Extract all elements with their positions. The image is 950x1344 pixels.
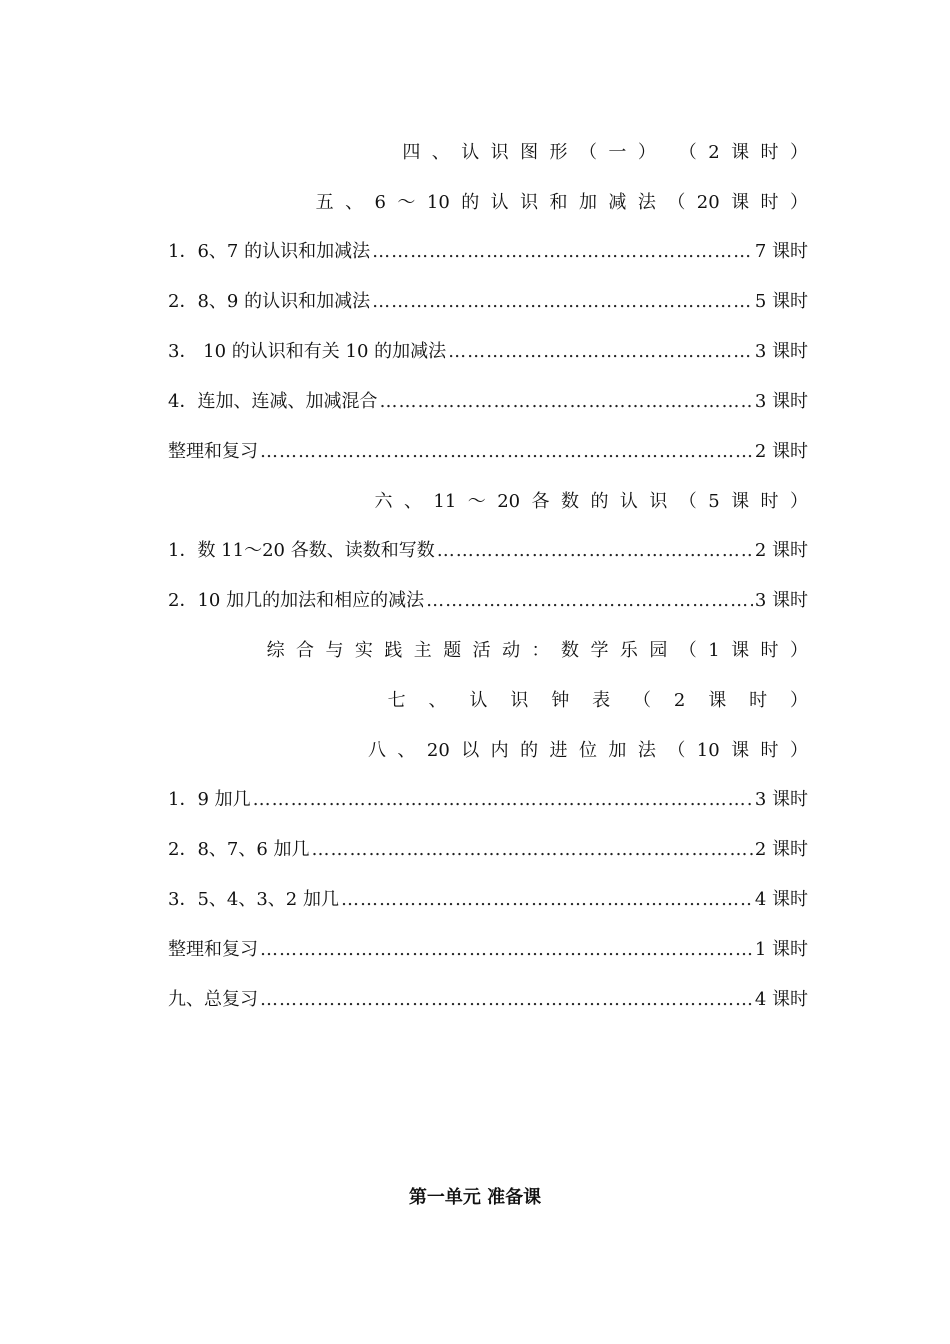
entry-label: 2．8、7、6 加几 (168, 839, 310, 860)
entry-hours: 7 课时 (754, 241, 808, 262)
toc-entry (168, 586, 808, 616)
heading-text: 五 、 6 ～ 10 的 认 识 和 加 减 法 （ 20 课 时 ） (315, 192, 808, 213)
entry-hours: 2 课时 (754, 441, 808, 462)
entry-label: 1．9 加几 (168, 789, 251, 810)
practice-activity-heading (168, 636, 808, 666)
toc-entry (168, 885, 808, 915)
toc-entry (168, 935, 808, 965)
entry-label: 整理和复习 (168, 441, 258, 462)
entry-label: 2．10 加几的加法和相应的减法 (168, 590, 425, 611)
dot-leader (372, 237, 753, 267)
dot-leader (312, 835, 753, 865)
heading-text: 七 、 认 识 钟 表 （ 2 课 时 ） (387, 690, 808, 711)
entry-hours: 4 课时 (754, 989, 808, 1010)
toc-entry (168, 237, 808, 267)
unit-heading-4 (168, 138, 808, 168)
heading-text: 六 、 11 ～ 20 各 数 的 认 识 （ 5 课 时 ） (374, 491, 808, 512)
dot-leader (341, 885, 753, 915)
toc-entry (168, 387, 808, 417)
unit-heading-8 (168, 736, 808, 766)
entry-hours: 3 课时 (754, 341, 808, 362)
dot-leader (372, 287, 753, 317)
toc-entry (168, 985, 808, 1015)
toc-entry (168, 536, 808, 566)
dot-leader (448, 337, 753, 367)
toc-entry (168, 785, 808, 815)
toc-entry (168, 835, 808, 865)
toc-entry (168, 337, 808, 367)
dot-leader (437, 536, 753, 566)
toc-entry (168, 437, 808, 467)
dot-leader (260, 437, 753, 467)
unit-heading-5 (168, 188, 808, 218)
dot-leader (426, 586, 753, 616)
entry-hours: 4 课时 (754, 889, 808, 910)
unit-heading-6 (168, 487, 808, 517)
entry-label: 4．连加、连减、加减混合 (168, 391, 378, 412)
toc-entry (168, 287, 808, 317)
entry-label: 2．8、9 的认识和加减法 (168, 291, 371, 312)
entry-hours: 5 课时 (754, 291, 808, 312)
dot-leader (379, 387, 752, 417)
entry-hours: 2 课时 (754, 839, 808, 860)
unit-heading-7 (168, 686, 808, 716)
heading-text: 八 、 20 以 内 的 进 位 加 法 （ 10 课 时 ） (367, 740, 808, 761)
heading-text: 综 合 与 实 践 主 题 活 动 ： 数 学 乐 园 （ 1 课 时 ） (266, 640, 808, 661)
entry-hours: 3 课时 (754, 391, 808, 412)
entry-label: 1．6、7 的认识和加减法 (168, 241, 371, 262)
entry-hours: 1 课时 (754, 939, 808, 960)
entry-hours: 2 课时 (754, 540, 808, 561)
entry-label: 整理和复习 (168, 939, 258, 960)
dot-leader (260, 935, 753, 965)
heading-text: 四 、 认 识 图 形 （ 一 ） （ 2 课 时 ） (402, 142, 808, 163)
dot-leader (253, 785, 753, 815)
section-title: 第一单元 准备课 (408, 1187, 542, 1208)
entry-label: 1．数 11～20 各数、读数和写数 (168, 540, 435, 561)
entry-label: 九、总复习 (168, 989, 258, 1010)
entry-label: 3． 10 的认识和有关 10 的加减法 (168, 341, 447, 362)
entry-label: 3．5、4、3、2 加几 (168, 889, 339, 910)
entry-hours: 3 课时 (754, 789, 808, 810)
entry-hours: 3 课时 (754, 590, 808, 611)
dot-leader (260, 985, 753, 1015)
